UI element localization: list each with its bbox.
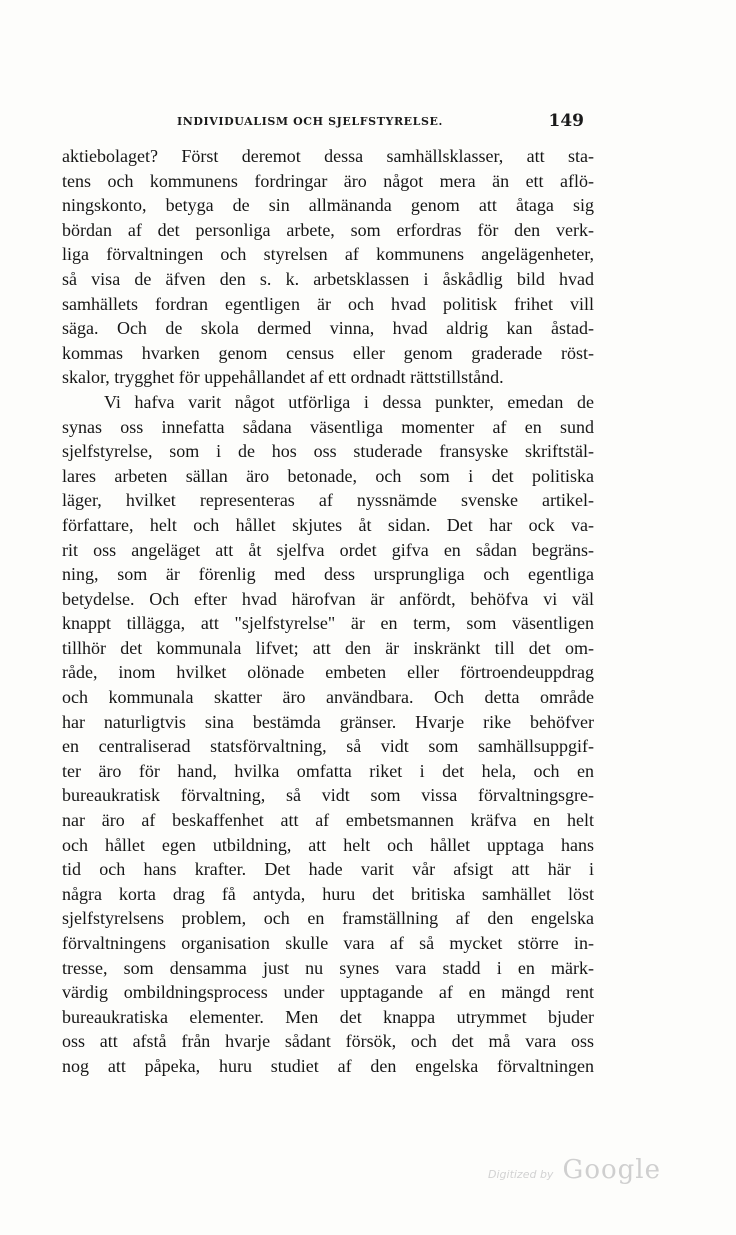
text-line: tid och hans krafter. Det hade varit vår afsigt att här i	[62, 859, 594, 880]
digitizer-watermark	[488, 1155, 661, 1185]
text-line: synas oss innefatta sådana väsentliga momenter af en sund	[62, 416, 594, 437]
text-line: tens och kommunens fordringar äro något mera än ett aflö-	[62, 170, 594, 191]
text-line: och kommunala skatter äro användbara. Och detta område	[62, 687, 594, 708]
watermark-caption: Digitized by	[488, 1168, 554, 1181]
text-line: har naturligtvis sina bestämda gränser. Hvarje rike behöfver	[62, 711, 594, 732]
text-line: oss att afstå från hvarje sådant försök, och det må vara oss	[62, 1031, 594, 1052]
text-line: råde, inom hvilket olönade embeten eller förtroendeuppdrag	[62, 662, 594, 683]
google-logo: Google	[562, 1155, 661, 1185]
text-line: skalor, trygghet för uppehållandet af ett ordnadt rättstillstånd.	[62, 367, 504, 388]
text-line: tresse, som densamma just nu synes vara stadd i en märk-	[62, 957, 594, 978]
text-line: kommas hvarken genom census eller genom graderade röst-	[62, 342, 594, 363]
text-line: en centraliserad statsförvaltning, så vidt som samhällsuppgif-	[62, 736, 594, 757]
text-line: lares arbeten sällan äro betonade, och som i det politiska	[62, 465, 594, 486]
text-line: aktiebolaget? Först deremot dessa samhällsklasser, att sta-	[62, 146, 594, 166]
text-line: författare, helt och hållet skjutes åt sidan. Det har ock va-	[62, 514, 594, 535]
text-line: tillhör det kommunala lifvet; att den är inskränkt till det om-	[62, 637, 594, 658]
text-line: liga förvaltningen och styrelsen af kommunens angelägenheter,	[62, 244, 594, 265]
text-line: bördan af det personliga arbete, som erfordras för den verk-	[62, 219, 594, 240]
text-line: läger, hvilket representeras af nyssnämde svenske artikel-	[62, 490, 594, 511]
text-line: betydelse. Och efter hvad härofvan är anfördt, behöfva vi väl	[62, 588, 594, 609]
text-line: nar äro af beskaffenhet att af embetsmannen kräfva en helt	[62, 810, 594, 831]
text-line: värdig ombildningsprocess under upptagande af en mängd rent	[62, 982, 594, 1003]
page-number: 149	[548, 111, 584, 131]
text-line: rit oss angeläget att åt sjelfva ordet gifva en sådan begräns-	[62, 539, 594, 560]
text-line: ter äro för hand, hvilka omfatta riket i det hela, och en	[62, 760, 594, 781]
text-line: så visa de äfven den s. k. arbetsklassen i åskådlig bild hvad	[62, 268, 594, 289]
text-line: bureaukratiska elementer. Men det knappa utrymmet bjuder	[62, 1006, 594, 1027]
text-line: sjelfstyrelse, som i de hos oss studerade fransyske skriftstäl-	[62, 441, 594, 462]
text-line: bureaukratisk förvaltning, så vidt som vissa förvaltningsgre-	[62, 785, 594, 806]
text-line: förvaltningens organisation skulle vara af så mycket större in-	[62, 933, 594, 953]
text-line: samhällets fordran egentligen är och hvad politisk frihet vill	[62, 293, 594, 314]
text-line: och hållet egen utbildning, att helt och hållet upptaga hans	[62, 834, 594, 855]
running-head: INDIVIDUALISM OCH SJELFSTYRELSE.	[177, 115, 443, 128]
text-line: säga. Och de skola dermed vinna, hvad aldrig kan åstad-	[62, 318, 594, 339]
text-line: nog att påpeka, huru studiet af den engelska förvaltningen	[62, 1055, 594, 1076]
text-line: ningskonto, betyga de sin allmänanda genom att åtaga sig	[62, 195, 594, 216]
text-line: knappt tillägga, att "sjelfstyrelse" är en term, som väsentligen	[62, 613, 594, 634]
page-header	[62, 111, 594, 131]
text-line: sjelfstyrelsens problem, och en framställning af den engelska	[62, 908, 594, 929]
text-line: Vi hafva varit något utförliga i dessa punkter, emedan de	[104, 391, 594, 412]
body-text	[62, 144, 594, 1079]
text-line: några korta drag få antyda, huru det britiska samhället löst	[62, 883, 594, 904]
text-line: ning, som är förenlig med dess ursprungliga och egentliga	[62, 564, 594, 585]
